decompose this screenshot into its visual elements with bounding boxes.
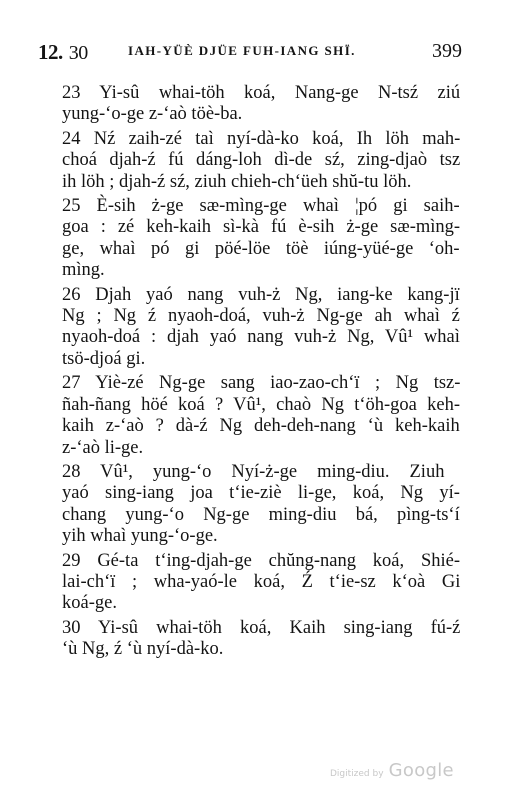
verse-26 [62, 285, 460, 371]
verse-29 [62, 551, 460, 615]
text-line: yih whaì yung-‘o-ge. [62, 526, 218, 547]
text-line: 28 Vû¹, yung-‘o Nyí-ż-ge ming-diu. Ziuh [62, 461, 445, 482]
text-line: 25 È-sih ż-ge sæ-mìng-ge whaì ¦pó gi saih- [62, 196, 460, 217]
text-line: 24 Nź zaih-zé taì nyí-dà-ko koá, Ih löh mah- [62, 128, 461, 149]
text-line: choá djah-ź fú dáng-loh dì-de sź, zing-djaò tsz [62, 150, 461, 171]
text-line: mìng. [62, 260, 105, 281]
verse-24 [62, 129, 460, 193]
text-line: ge, whaì pó gi pöé-löe töè iúng-yüé-ge ‘oh- [62, 238, 460, 259]
text-line: z-‘aò li-ge. [62, 437, 144, 458]
verse-23 [62, 83, 460, 126]
page-number: 399 [432, 40, 462, 62]
running-header [38, 40, 462, 66]
verse-25 [62, 196, 460, 282]
text-line: 30 Yi-sû whai-töh koá, Kaih sing-iang fú-ź [62, 617, 461, 638]
text-line: koá-ge. [62, 593, 117, 614]
verse-number: 30 [68, 42, 88, 64]
watermark-prefix: Digitized by [330, 769, 384, 779]
text-line: chang yung-‘o Ng-ge ming-diu bá, pìng-ts‘í [62, 504, 460, 525]
page-body [62, 83, 460, 664]
text-line: 26 Djah yaó nang vuh-ż Ng, iang-ke kang-jï [62, 284, 460, 305]
text-line: 27 Yiè-zé Ng-ge sang iao-zao-ch‘ï ; Ng tsz- [62, 373, 461, 394]
text-line: yaó sing-iang joa t‘ie-ziè li-ge, koá, Ng yí- [62, 483, 460, 504]
text-line: kaih z-‘aò ? dà-ź Ng deh-deh-nang ‘ù keh-kaih [62, 416, 460, 437]
google-logo: Google [388, 760, 454, 781]
chapter-verse-ref [38, 40, 88, 65]
text-line: goa : zé keh-kaih sì-kà fú è-sih ż-ge sæ-mìng- [62, 217, 461, 238]
text-line: tsö-djoá gi. [62, 348, 146, 369]
text-line: 23 Yi-sû whai-töh koá, Nang-ge N-tsź ziú [62, 83, 461, 103]
text-line: lai-ch‘ï ; wha-yaó-le koá, Ź t‘ie-sz k‘oà Gi [62, 571, 461, 592]
text-line: yung-‘o-ge z-‘aò töè-ba. [62, 104, 243, 125]
chapter-number: 12. [38, 40, 63, 64]
verse-30 [62, 618, 460, 661]
text-line: 29 Gé-ta t‘ing-djah-ge chŭng-nang koá, Shié- [62, 550, 461, 571]
text-line: ih löh ; djah-ź sź, ziuh chieh-ch‘üeh shŭ-tu löh. [62, 171, 412, 192]
verse-27 [62, 373, 460, 459]
book-title: IAH-YÜÈ DJÜE FUH-IANG SHÏ. [128, 43, 356, 58]
text-line: ñah-ñang höé koá ? Vû¹, chaò Ng t‘öh-goa keh- [62, 394, 460, 415]
text-line: ‘ù Ng, ź ‘ù nyí-dà-ko. [62, 639, 224, 660]
verse-28 [62, 462, 460, 548]
digitized-watermark [330, 760, 454, 781]
text-line: nyaoh-doá : djah yaó nang vuh-ż Ng, Vû¹ whaì [62, 327, 460, 348]
text-line: Ng ; Ng ź nyaoh-doá, vuh-ż Ng-ge ah whaì ź [62, 306, 460, 327]
